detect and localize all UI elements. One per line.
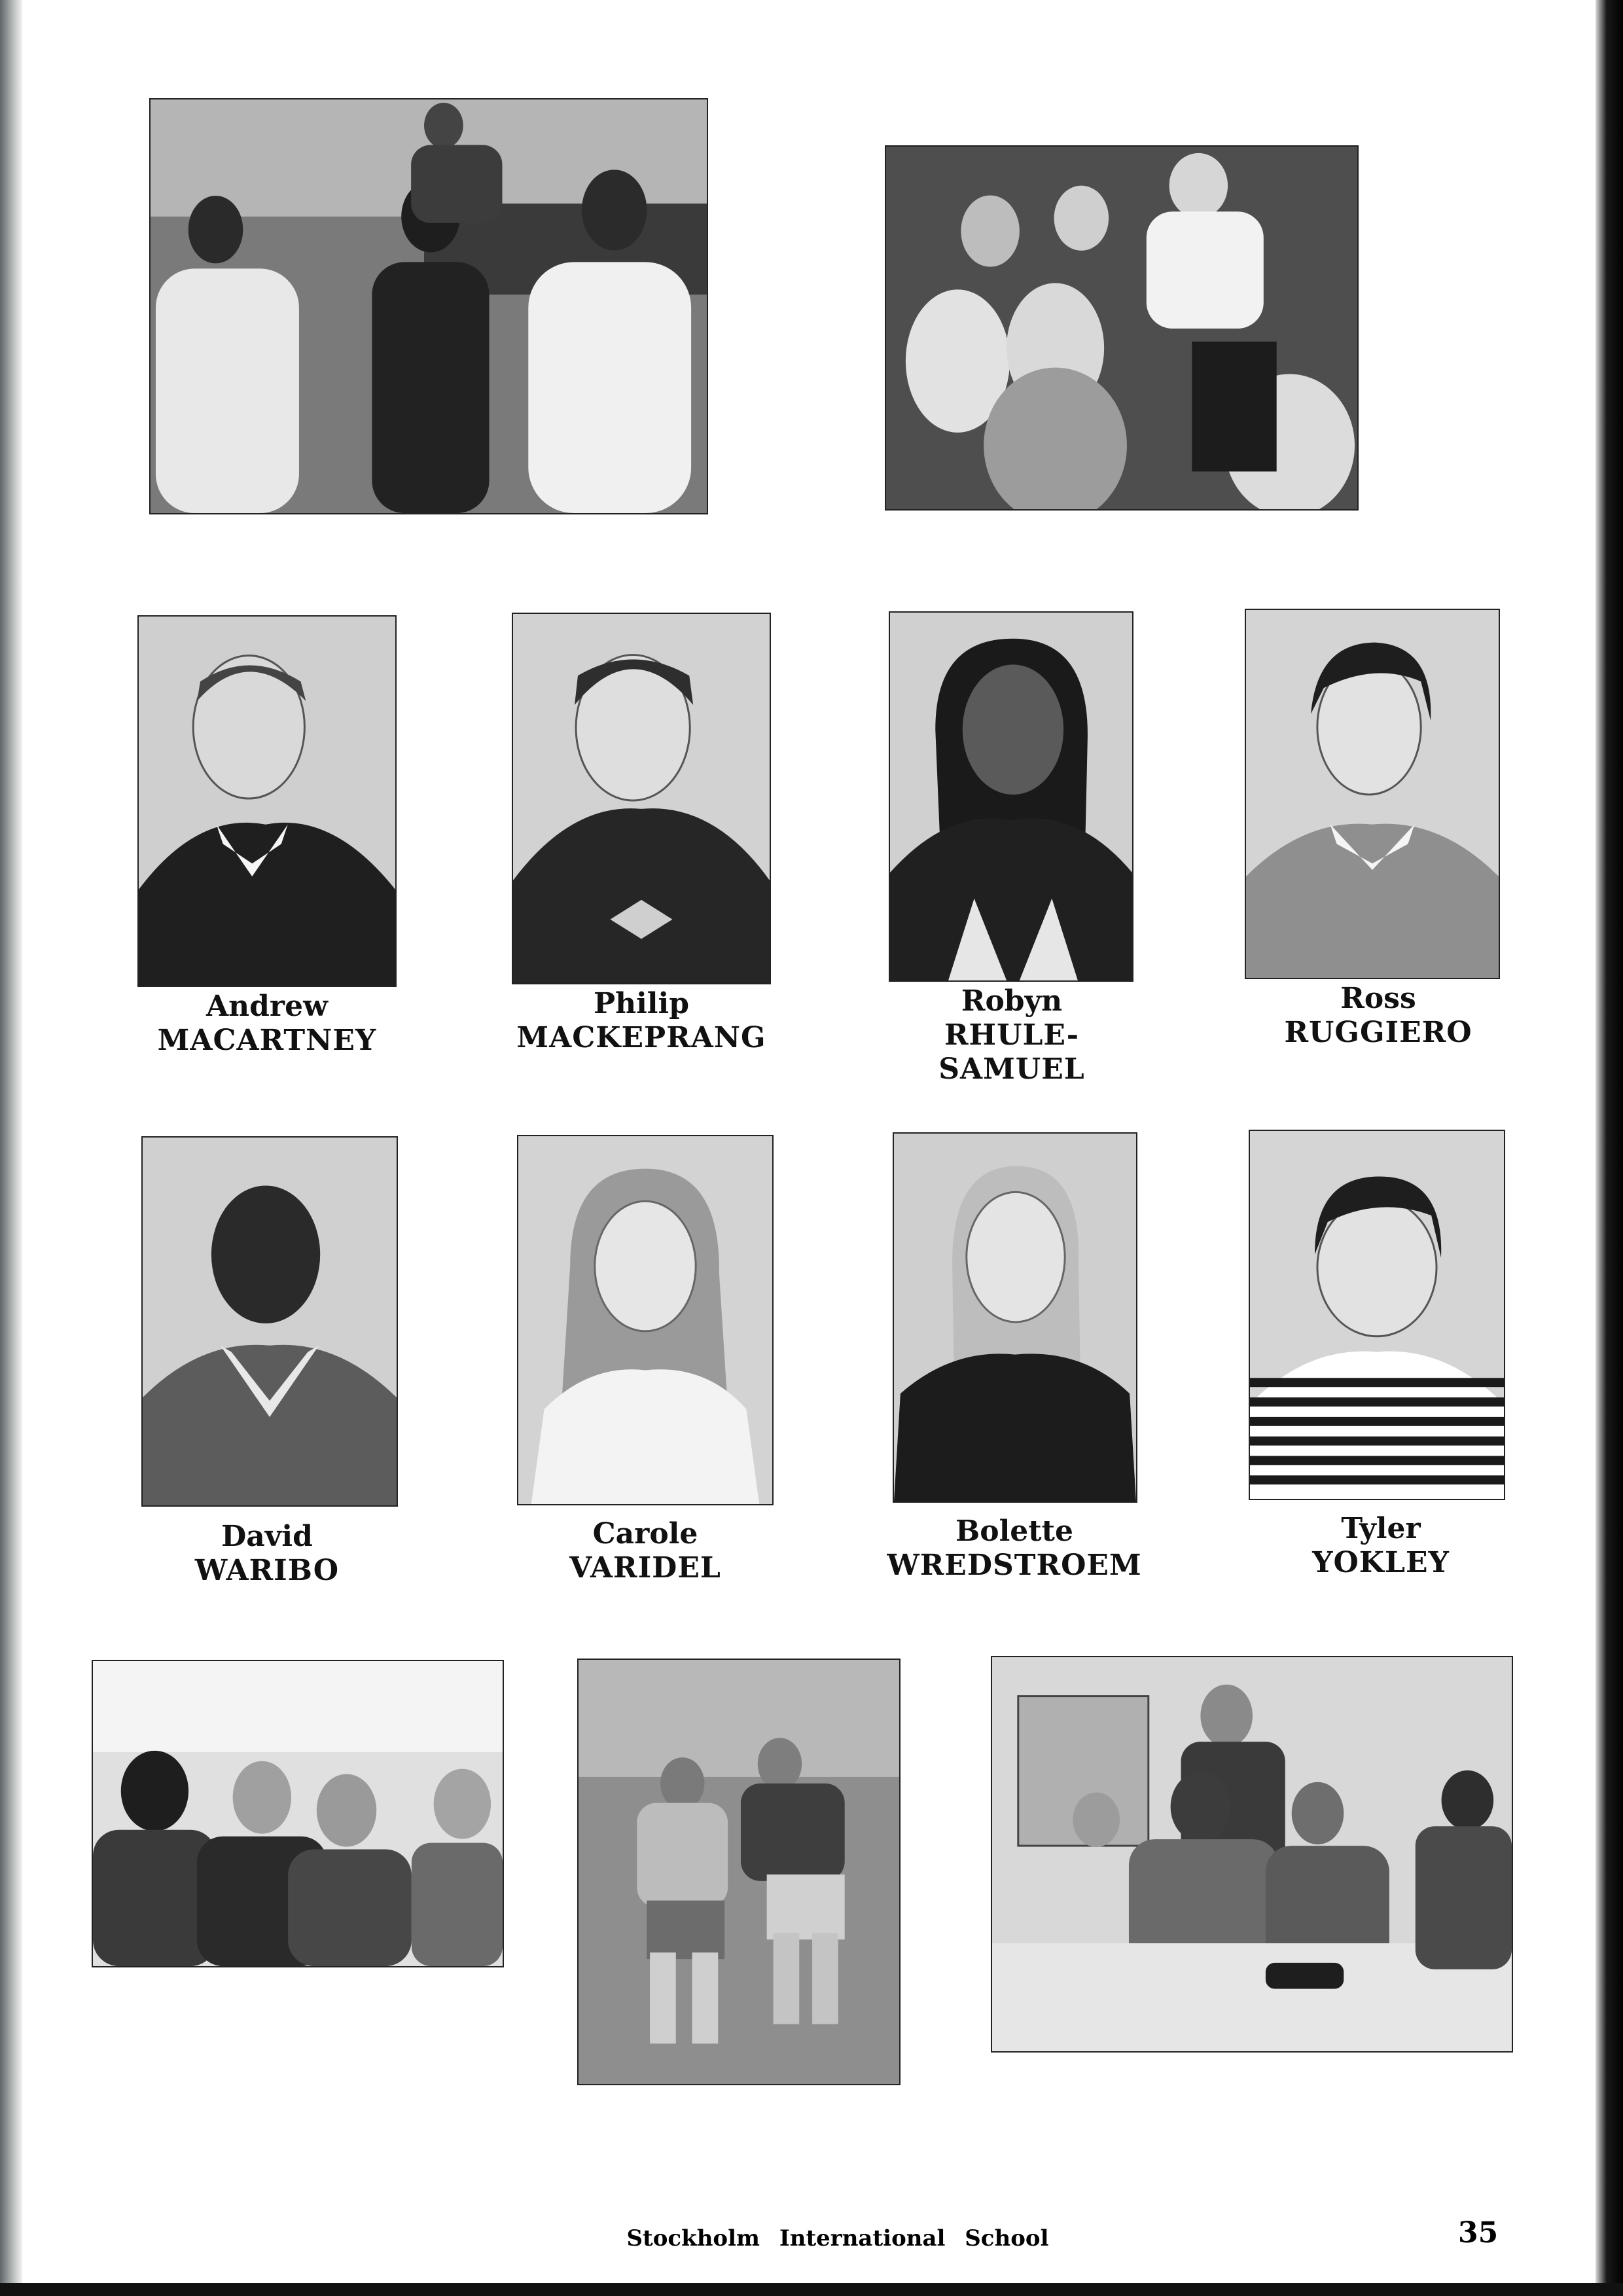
last-name: WARIBO <box>194 1554 340 1587</box>
candid-photo-students-lying-on-grass <box>577 1659 901 2085</box>
last-name: VARIDEL <box>569 1551 721 1585</box>
portrait-photo-andrew-macartney <box>137 615 397 987</box>
last-name: YOKLEY <box>1312 1546 1450 1579</box>
first-name: Carole <box>592 1517 698 1551</box>
page-left-gutter-shadow <box>0 0 22 2296</box>
portrait-photo-robyn-rhule-samuel <box>889 611 1133 982</box>
student-name-tyler-yokley <box>1243 1512 1518 1580</box>
last-name: RUGGIERO <box>1284 1016 1472 1049</box>
student-name-robyn-rhule-samuel <box>874 984 1149 1086</box>
first-name: David <box>221 1520 313 1553</box>
first-name: Bolette <box>955 1515 1073 1548</box>
student-name-carole-varidel <box>508 1517 783 1585</box>
first-name: Ross <box>1340 982 1416 1015</box>
portrait-photo-bolette-wredstroem <box>893 1132 1137 1503</box>
candid-photo-classroom-students <box>149 98 708 514</box>
candid-photo-group-on-stage <box>885 145 1359 511</box>
last-name-line1: RHULE- <box>944 1018 1080 1052</box>
last-name: WREDSTROEM <box>887 1549 1142 1582</box>
portrait-photo-carole-varidel <box>517 1135 774 1505</box>
last-name: MACARTNEY <box>157 1024 377 1057</box>
portrait-photo-david-waribo <box>141 1136 398 1507</box>
student-name-philip-mackeprang <box>504 987 779 1055</box>
last-name: MACKEPRANG <box>516 1021 766 1054</box>
first-name: Tyler <box>1341 1512 1421 1545</box>
portrait-photo-tyler-yokley <box>1249 1130 1505 1500</box>
page-number: 35 <box>1458 2216 1499 2250</box>
page-bottom-edge <box>0 2283 1623 2296</box>
student-name-bolette-wredstroem <box>877 1515 1152 1583</box>
candid-photo-four-students <box>92 1660 504 1967</box>
student-name-andrew-macartney <box>130 990 404 1058</box>
first-name: Andrew <box>206 990 328 1023</box>
portrait-photo-philip-mackeprang <box>512 613 771 984</box>
first-name: Robyn <box>961 984 1063 1018</box>
footer-school-name: Stockholm International School <box>626 2225 1049 2251</box>
candid-photo-science-classroom <box>991 1656 1513 2053</box>
page-right-edge <box>1596 0 1623 2296</box>
portrait-photo-ross-ruggiero <box>1245 609 1500 979</box>
last-name-line2: SAMUEL <box>938 1052 1085 1086</box>
student-name-ross-ruggiero <box>1241 982 1516 1050</box>
first-name: Philip <box>594 987 689 1020</box>
student-name-david-waribo <box>130 1520 404 1588</box>
